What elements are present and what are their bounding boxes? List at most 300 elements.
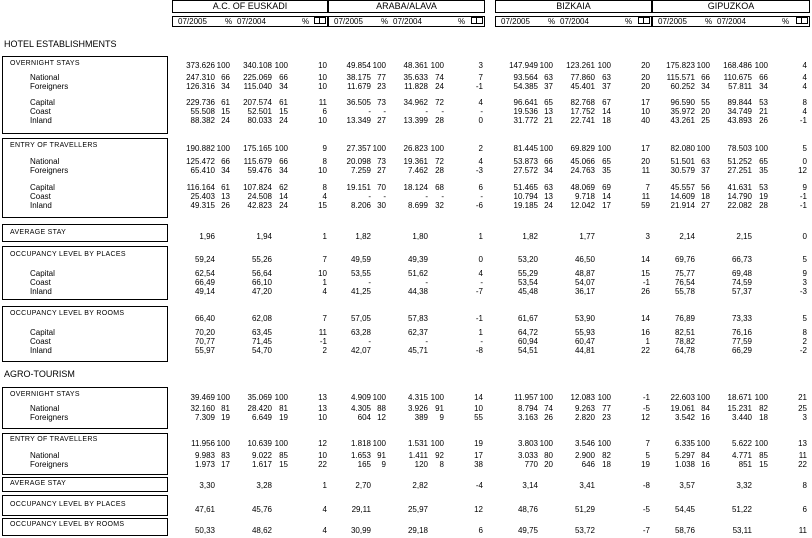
value-cell: 20: [641, 157, 650, 166]
value-cell: 65.410: [190, 166, 215, 175]
value-cell: 54,70: [251, 346, 272, 355]
value-cell: -: [480, 337, 483, 346]
value-cell: 56: [701, 183, 710, 192]
value-cell: 42,07: [350, 346, 371, 355]
value-cell: 100: [696, 61, 710, 70]
value-cell: 41.631: [727, 183, 752, 192]
value-cell: 34: [279, 82, 288, 91]
value-cell: 17: [474, 451, 483, 460]
variation-icon: [796, 17, 808, 24]
value-cell: 28: [759, 201, 768, 210]
value-cell: 15: [221, 107, 230, 116]
value-cell: 23: [377, 82, 386, 91]
value-cell: 4: [802, 61, 807, 70]
subheader-period-1: 07/2005: [178, 17, 207, 26]
value-cell: -: [368, 107, 371, 116]
value-cell: 373.626: [186, 61, 215, 70]
value-cell: -: [368, 278, 371, 287]
value-cell: 22.082: [727, 201, 752, 210]
value-cell: 80.033: [247, 116, 272, 125]
row-label: Capital: [30, 269, 55, 278]
value-cell: 4: [802, 107, 807, 116]
value-cell: 100: [216, 439, 230, 448]
value-cell: 47,20: [251, 287, 272, 296]
subheader-pct-2: %: [782, 17, 790, 26]
value-cell: 9: [802, 183, 807, 192]
value-cell: 1.653: [350, 451, 371, 460]
value-cell: -4: [475, 481, 483, 490]
value-cell: 19: [474, 439, 483, 448]
value-cell: 1: [322, 232, 327, 241]
value-cell: 61: [279, 98, 288, 107]
value-cell: 0: [802, 157, 807, 166]
value-cell: 5.622: [731, 439, 752, 448]
value-cell: -1: [799, 116, 807, 125]
value-cell: 0: [478, 255, 483, 264]
value-cell: 81.445: [513, 144, 538, 153]
value-cell: 3.803: [517, 439, 538, 448]
value-cell: 24.763: [570, 166, 595, 175]
value-cell: 19: [641, 460, 650, 469]
value-cell: 53,72: [574, 526, 595, 535]
block-frame: [2, 138, 168, 218]
value-cell: 73: [377, 98, 386, 107]
value-cell: 48,87: [574, 269, 595, 278]
value-cell: 10: [318, 269, 327, 278]
value-cell: 63: [701, 157, 710, 166]
value-cell: 125.472: [186, 157, 215, 166]
value-cell: 10: [318, 82, 327, 91]
value-cell: 28: [435, 116, 444, 125]
subheader-pct-1: %: [705, 17, 713, 26]
value-cell: 20: [544, 460, 553, 469]
value-cell: 100: [274, 393, 288, 402]
value-cell: 110.675: [723, 73, 752, 82]
value-cell: 66: [279, 157, 288, 166]
block-title: OCCUPANCY LEVEL BY PLACES: [10, 251, 126, 258]
value-cell: 55: [701, 98, 710, 107]
section-title: HOTEL ESTABLISHMENTS: [4, 39, 117, 49]
value-cell: 100: [216, 393, 230, 402]
value-cell: 4.771: [731, 451, 752, 460]
value-cell: 66: [759, 73, 768, 82]
value-cell: 18: [701, 192, 710, 201]
value-cell: 100: [216, 61, 230, 70]
row-label: Foreigners: [30, 413, 69, 422]
value-cell: 32.160: [190, 404, 215, 413]
value-cell: 21.914: [670, 201, 695, 210]
value-cell: 100: [274, 144, 288, 153]
value-cell: 73: [377, 157, 386, 166]
value-cell: -5: [642, 505, 650, 514]
value-cell: -3: [475, 166, 483, 175]
value-cell: 11: [318, 328, 327, 337]
value-cell: 100: [372, 439, 386, 448]
value-cell: 646: [581, 460, 595, 469]
value-cell: 10.794: [513, 192, 538, 201]
value-cell: 9: [802, 269, 807, 278]
subheader-period-2: 07/2004: [237, 17, 266, 26]
value-cell: 147.949: [509, 61, 538, 70]
value-cell: 49,59: [350, 255, 371, 264]
value-cell: 1,94: [256, 232, 272, 241]
block-title: OVERNIGHT STAYS: [10, 60, 80, 67]
value-cell: 69: [602, 183, 611, 192]
value-cell: 57,83: [407, 314, 428, 323]
value-cell: 82.080: [670, 144, 695, 153]
value-cell: 34.962: [403, 98, 428, 107]
value-cell: 49,14: [194, 287, 215, 296]
value-cell: 21: [798, 393, 807, 402]
value-cell: 13.349: [346, 116, 371, 125]
value-cell: 229.736: [186, 98, 215, 107]
value-cell: 68: [435, 183, 444, 192]
period-subheader: [172, 16, 328, 27]
value-cell: 225.069: [243, 73, 272, 82]
row-label: Inland: [30, 116, 52, 125]
value-cell: 12.042: [570, 201, 595, 210]
value-cell: 17.752: [570, 107, 595, 116]
value-cell: 81: [279, 404, 288, 413]
value-cell: -8: [475, 346, 483, 355]
value-cell: 93.564: [513, 73, 538, 82]
block-title: ENTRY OF TRAVELLERS: [10, 436, 98, 443]
value-cell: 26.823: [403, 144, 428, 153]
value-cell: 1.531: [407, 439, 428, 448]
value-cell: 71,45: [251, 337, 272, 346]
value-cell: 59: [641, 201, 650, 210]
value-cell: 115.040: [243, 82, 272, 91]
value-cell: 26: [544, 413, 553, 422]
value-cell: 54.385: [513, 82, 538, 91]
value-cell: 770: [524, 460, 538, 469]
subheader-period-2: 07/2004: [393, 17, 422, 26]
value-cell: 63,45: [251, 328, 272, 337]
value-cell: 84: [701, 404, 710, 413]
value-cell: 82,51: [674, 328, 695, 337]
value-cell: 59.476: [247, 166, 272, 175]
value-cell: 46,50: [574, 255, 595, 264]
value-cell: 77,59: [731, 337, 752, 346]
value-cell: 3: [802, 278, 807, 287]
value-cell: 63: [602, 73, 611, 82]
value-cell: 1,80: [412, 232, 428, 241]
value-cell: 100: [372, 144, 386, 153]
value-cell: 14.609: [670, 192, 695, 201]
value-cell: 4.315: [407, 393, 428, 402]
value-cell: 8: [322, 157, 327, 166]
value-cell: 61: [221, 98, 230, 107]
value-cell: -: [425, 192, 428, 201]
value-cell: 6: [322, 107, 327, 116]
value-cell: -2: [799, 346, 807, 355]
subheader-pct-1: %: [381, 17, 389, 26]
value-cell: 11: [798, 451, 807, 460]
value-cell: 1: [645, 337, 650, 346]
value-cell: 10: [318, 73, 327, 82]
value-cell: 24.508: [247, 192, 272, 201]
value-cell: 8.699: [407, 201, 428, 210]
value-cell: 48,76: [517, 505, 538, 514]
value-cell: 70: [377, 183, 386, 192]
value-cell: 32: [435, 201, 444, 210]
value-cell: 18: [602, 116, 611, 125]
value-cell: 44,38: [407, 287, 428, 296]
value-cell: 78.503: [727, 144, 752, 153]
value-cell: 1.973: [194, 460, 215, 469]
value-cell: 26: [221, 201, 230, 210]
value-cell: -: [425, 337, 428, 346]
value-cell: 4: [478, 157, 483, 166]
value-cell: 8: [802, 481, 807, 490]
value-cell: 60,47: [574, 337, 595, 346]
value-cell: 14: [279, 192, 288, 201]
value-cell: 123.261: [566, 61, 595, 70]
value-cell: 5: [802, 255, 807, 264]
value-cell: 11: [798, 526, 807, 535]
value-cell: 29,11: [351, 505, 371, 514]
value-cell: 22: [318, 460, 327, 469]
value-cell: 58,76: [674, 526, 695, 535]
value-cell: 53,55: [350, 269, 371, 278]
value-cell: 12: [377, 413, 386, 422]
value-cell: 18: [759, 413, 768, 422]
value-cell: 20: [701, 107, 710, 116]
value-cell: 30: [377, 201, 386, 210]
value-cell: 22: [641, 346, 650, 355]
value-cell: 55: [474, 413, 483, 422]
value-cell: 13.399: [403, 116, 428, 125]
value-cell: 20: [641, 61, 650, 70]
value-cell: -7: [642, 526, 650, 535]
value-cell: 76,16: [731, 328, 752, 337]
value-cell: 60,94: [517, 337, 538, 346]
value-cell: 0: [802, 232, 807, 241]
value-cell: 9.983: [194, 451, 215, 460]
value-cell: 3,57: [679, 481, 695, 490]
subheader-pct-2: %: [302, 17, 310, 26]
value-cell: 81: [221, 404, 230, 413]
value-cell: 45,76: [251, 505, 272, 514]
value-cell: 11: [318, 98, 327, 107]
value-cell: 25: [798, 404, 807, 413]
value-cell: 7.462: [407, 166, 428, 175]
row-label: Capital: [30, 183, 55, 192]
block-title: OCCUPANCY LEVEL BY ROOMS: [10, 310, 125, 317]
value-cell: 35: [602, 166, 611, 175]
block-title: AVERAGE STAY: [10, 480, 67, 487]
value-cell: 3.926: [407, 404, 428, 413]
value-cell: 13: [798, 439, 807, 448]
period-subheader: [328, 16, 485, 27]
row-label: Capital: [30, 98, 55, 107]
value-cell: 168.486: [723, 61, 752, 70]
value-cell: 85: [759, 451, 768, 460]
value-cell: 73,33: [731, 314, 752, 323]
value-cell: 2: [802, 337, 807, 346]
value-cell: 77: [377, 73, 386, 82]
value-cell: 18.124: [403, 183, 428, 192]
value-cell: 21: [544, 116, 553, 125]
value-cell: 9.718: [574, 192, 595, 201]
value-cell: 52.501: [247, 107, 272, 116]
value-cell: 35.972: [670, 107, 695, 116]
value-cell: 1: [322, 481, 327, 490]
value-cell: 100: [696, 144, 710, 153]
row-label: Coast: [30, 278, 51, 287]
subheader-pct-2: %: [458, 17, 466, 26]
value-cell: -5: [642, 404, 650, 413]
value-cell: 4.305: [350, 404, 371, 413]
value-cell: 4.909: [350, 393, 371, 402]
value-cell: 20: [641, 82, 650, 91]
value-cell: 62: [279, 183, 288, 192]
value-cell: 22.603: [670, 393, 695, 402]
value-cell: 100: [372, 61, 386, 70]
section-title: AGRO-TOURISM: [4, 369, 75, 379]
value-cell: 2,15: [736, 232, 752, 241]
value-cell: 340.108: [243, 61, 272, 70]
value-cell: 19.151: [346, 183, 371, 192]
value-cell: 100: [539, 393, 553, 402]
value-cell: 100: [754, 439, 768, 448]
value-cell: 66,10: [251, 278, 272, 287]
value-cell: 89.844: [727, 98, 752, 107]
value-cell: 14.790: [727, 192, 752, 201]
value-cell: 24: [279, 201, 288, 210]
subheader-period-1: 07/2005: [658, 17, 687, 26]
value-cell: 57,05: [350, 314, 371, 323]
value-cell: 49.315: [190, 201, 215, 210]
value-cell: 49,75: [517, 526, 538, 535]
value-cell: 54,51: [517, 346, 538, 355]
value-cell: 1,82: [522, 232, 538, 241]
value-cell: 49.854: [346, 61, 371, 70]
value-cell: 7: [322, 255, 327, 264]
value-cell: 12: [474, 505, 483, 514]
value-cell: -1: [642, 278, 650, 287]
block-title: OVERNIGHT STAYS: [10, 391, 80, 398]
value-cell: 74,59: [731, 278, 752, 287]
value-cell: 3.440: [731, 413, 752, 422]
value-cell: 48,62: [251, 526, 272, 535]
value-cell: 11.957: [514, 393, 538, 402]
value-cell: -1: [799, 201, 807, 210]
value-cell: 15: [759, 460, 768, 469]
value-cell: 65: [544, 98, 553, 107]
value-cell: 100: [539, 144, 553, 153]
value-cell: 82.768: [570, 98, 595, 107]
value-cell: 30,99: [350, 526, 371, 535]
value-cell: 4: [478, 269, 483, 278]
value-cell: -: [383, 107, 386, 116]
value-cell: 1,96: [199, 232, 215, 241]
value-cell: 247.310: [186, 73, 215, 82]
value-cell: 10: [318, 166, 327, 175]
value-cell: 100: [430, 393, 444, 402]
value-cell: 3.542: [674, 413, 695, 422]
value-cell: 19: [279, 413, 288, 422]
value-cell: 82: [602, 451, 611, 460]
value-cell: -1: [799, 192, 807, 201]
value-cell: 207.574: [243, 98, 272, 107]
value-cell: 36.505: [346, 98, 371, 107]
value-cell: 30.579: [670, 166, 695, 175]
value-cell: 49,39: [407, 255, 428, 264]
value-cell: 57,37: [731, 287, 752, 296]
value-cell: 54,07: [574, 278, 595, 287]
subheader-period-1: 07/2005: [334, 17, 363, 26]
row-label: National: [30, 404, 60, 413]
value-cell: 17: [641, 98, 650, 107]
value-cell: -: [368, 337, 371, 346]
subheader-period-2: 07/2004: [560, 17, 589, 26]
value-cell: -: [480, 107, 483, 116]
value-cell: 8.794: [517, 404, 538, 413]
value-cell: 8: [439, 460, 444, 469]
value-cell: 190.882: [186, 144, 215, 153]
value-cell: 1.617: [251, 460, 272, 469]
value-cell: 100: [696, 393, 710, 402]
row-label: Coast: [30, 192, 51, 201]
value-cell: -: [480, 278, 483, 287]
value-cell: 2: [322, 346, 327, 355]
value-cell: 1.818: [350, 439, 371, 448]
value-cell: 15: [279, 107, 288, 116]
value-cell: 34: [759, 82, 768, 91]
value-cell: -: [383, 192, 386, 201]
value-cell: 3,14: [522, 481, 538, 490]
variation-icon: [638, 17, 650, 24]
value-cell: 13: [221, 192, 230, 201]
value-cell: 12: [641, 413, 650, 422]
value-cell: 15.231: [727, 404, 752, 413]
value-cell: 38.175: [346, 73, 371, 82]
value-cell: 5.297: [674, 451, 695, 460]
value-cell: -8: [642, 481, 650, 490]
value-cell: 100: [597, 144, 611, 153]
value-cell: 35.069: [247, 393, 272, 402]
value-cell: 4: [802, 82, 807, 91]
value-cell: 62,37: [407, 328, 428, 337]
value-cell: -3: [799, 287, 807, 296]
value-cell: -1: [642, 393, 650, 402]
value-cell: -7: [475, 287, 483, 296]
value-cell: 100: [597, 439, 611, 448]
value-cell: 26: [759, 116, 768, 125]
value-cell: 2.900: [574, 451, 595, 460]
value-cell: 34: [279, 166, 288, 175]
value-cell: 3,28: [256, 481, 272, 490]
value-cell: 7: [322, 314, 327, 323]
value-cell: 18.671: [727, 393, 752, 402]
value-cell: 53: [759, 98, 768, 107]
value-cell: 26: [641, 287, 650, 296]
value-cell: 53,54: [517, 278, 538, 287]
row-label: Inland: [30, 346, 52, 355]
value-cell: 27.357: [346, 144, 371, 153]
row-label: Capital: [30, 328, 55, 337]
value-cell: 19: [221, 413, 230, 422]
value-cell: -1: [319, 337, 327, 346]
value-cell: 100: [274, 61, 288, 70]
value-cell: 75,77: [674, 269, 695, 278]
block-title: OCCUPANCY LEVEL BY PLACES: [10, 501, 126, 508]
value-cell: 51.501: [670, 157, 695, 166]
value-cell: 48.361: [403, 61, 428, 70]
value-cell: 19.361: [403, 157, 428, 166]
value-cell: 45,71: [407, 346, 428, 355]
